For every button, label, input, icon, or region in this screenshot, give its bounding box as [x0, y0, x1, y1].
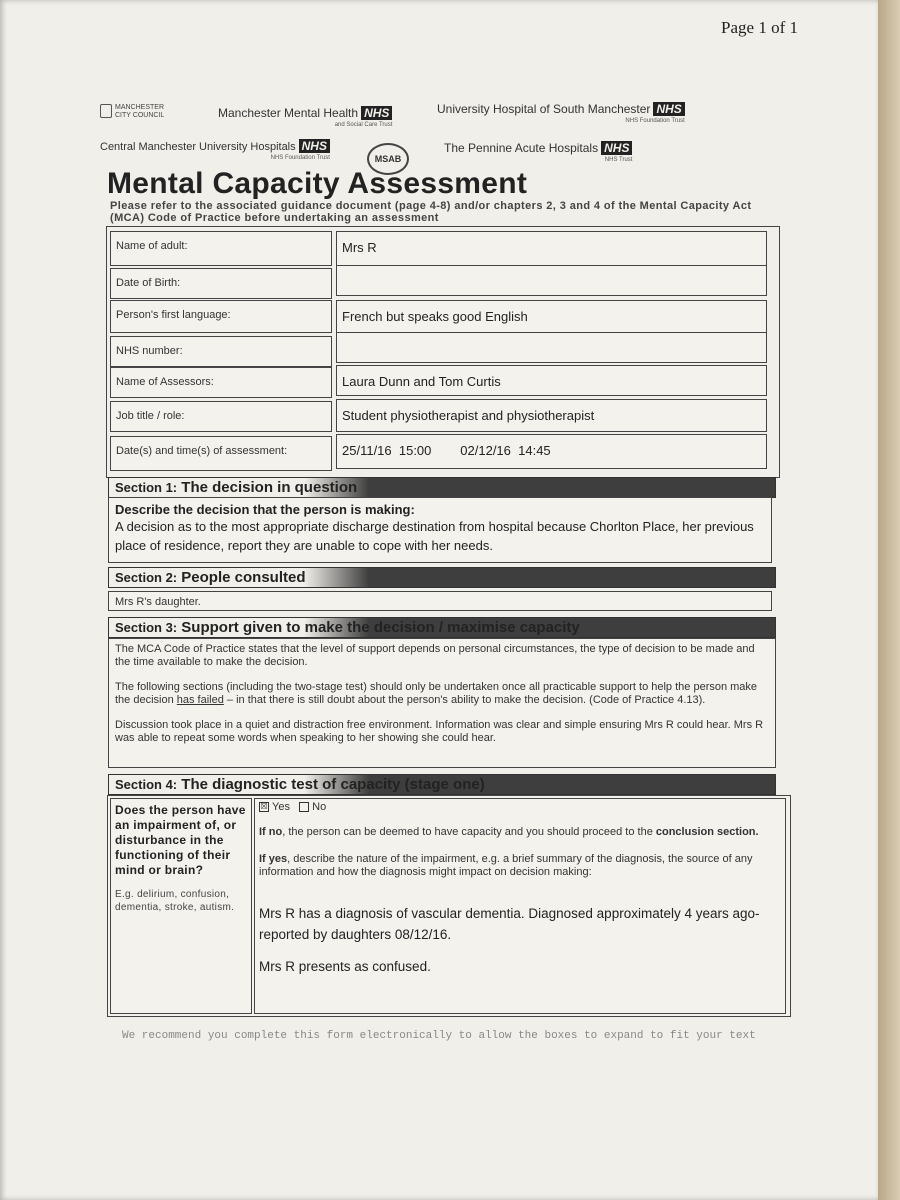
field-label-datetime: Date(s) and time(s) of assessment:: [110, 436, 332, 471]
section3-answer: Discussion took place in a quiet and distraction free environment. Information was clear and simple ensuring Mrs R could hear. Mrs R was able to repeat some words when speaking to her showing she could hear.: [115, 719, 764, 744]
uhsm-logo: University Hospital of South Manchester NHS NHS Foundation Trust: [437, 102, 685, 124]
field-label-nhs: NHS number:: [110, 336, 332, 367]
section2-header: Section 2: People consulted: [108, 567, 776, 588]
field-label-assessors: Name of Assessors:: [110, 367, 332, 398]
section4-examples: E.g. delirium, confusion, dementia, stroke, autism.: [115, 889, 235, 913]
form-title: Mental Capacity Assessment: [107, 167, 528, 200]
nhs-mark: NHS: [601, 141, 632, 155]
if-no-text: If no, the person can be deemed to have capacity and you should proceed to the conclusion section.: [259, 826, 759, 838]
msab-logo: MSAB: [367, 143, 409, 175]
section3-body[interactable]: [108, 638, 776, 768]
section1-header: Section 1: The decision in question: [108, 477, 776, 498]
field-label-language: Person's first language:: [110, 300, 332, 333]
section4-answer-cell[interactable]: [254, 798, 786, 1014]
yes-no-options: ☒ Yes No: [260, 801, 327, 813]
manchester-city-council-logo: MANCHESTER CITY COUNCIL: [100, 104, 164, 120]
section4-answer2: Mrs R presents as confused.: [259, 959, 431, 974]
table-surface: [878, 0, 900, 1200]
pennine-logo: The Pennine Acute Hospitals NHS NHS Trust: [444, 141, 633, 163]
cmuh-logo: Central Manchester University Hospitals NHS NHS Foundation Trust: [100, 139, 330, 161]
section3-header: Section 3: Support given to make the decision / maximise capacity: [108, 617, 776, 638]
field-value-dob[interactable]: [336, 265, 767, 296]
guidance-text: Please refer to the associated guidance document (page 4-8) and/or chapters 2, 3 and 4 of the Mental Capacity Act (MCA) Code of Practice before undertaking an assessment: [110, 200, 752, 224]
section2-answer[interactable]: Mrs R's daughter.: [108, 591, 772, 611]
section4-header: Section 4: The diagnostic test of capacity (stage one): [108, 774, 776, 795]
field-value-job[interactable]: Student physiotherapist and physiotherapist: [336, 399, 767, 432]
field-label-job: Job title / role:: [110, 401, 332, 432]
field-value-datetime[interactable]: 25/11/16 15:00 02/12/16 14:45: [336, 434, 767, 469]
page-number: Page 1 of 1: [721, 18, 798, 37]
field-label-name: Name of adult:: [110, 231, 332, 266]
if-yes-text: If yes, describe the nature of the impairment, e.g. a brief summary of the diagnosis, the source of any information and how the diagnosis might impact on decision making:: [259, 853, 753, 878]
field-value-name[interactable]: Mrs R: [336, 231, 767, 266]
crest-icon: [100, 104, 112, 118]
field-value-nhs[interactable]: [336, 332, 767, 363]
nhs-mark: NHS: [361, 106, 392, 120]
section4-question: Does the person have an impairment of, or disturbance in the functioning of their mind or brain?: [115, 803, 246, 877]
section3-para1: The MCA Code of Practice states that the level of support depends on personal circumstances, the type of decision to be made and the time available to make the decision.: [115, 643, 755, 668]
nhs-mark: NHS: [653, 102, 684, 116]
field-label-dob: Date of Birth:: [110, 268, 332, 299]
footer-note: We recommend you complete this form electronically to allow the boxes to expand to fit your text: [122, 1030, 756, 1042]
yes-checkbox[interactable]: ☒: [260, 802, 268, 812]
section1-prompt: Describe the decision that the person is making:: [115, 502, 415, 517]
section4-answer1: Mrs R has a diagnosis of vascular dementia. Diagnosed approximately 4 years ago- reported by daughters 08/12/16.: [259, 906, 760, 942]
section4-question-cell: [110, 798, 252, 1014]
section1-answer: A decision as to the most appropriate discharge destination from hospital because Chorlton Place, her previous place of residence, report they are unable to cope with her needs.: [115, 519, 754, 553]
no-checkbox[interactable]: [299, 802, 309, 812]
nhs-mark: NHS: [299, 139, 330, 153]
section3-para2: The following sections (including the two-stage test) should only be undertaken once all practicable support to help the person make the decision has failed – in that there is still doubt about the person's ability to make the decision. (Code of Practice 4.13).: [115, 681, 758, 706]
field-value-assessors[interactable]: Laura Dunn and Tom Curtis: [336, 365, 767, 396]
section1-body[interactable]: [108, 497, 772, 563]
mmh-logo: Manchester Mental Health NHS and Social Care Trust: [218, 106, 393, 128]
field-value-language[interactable]: French but speaks good English: [336, 300, 767, 333]
